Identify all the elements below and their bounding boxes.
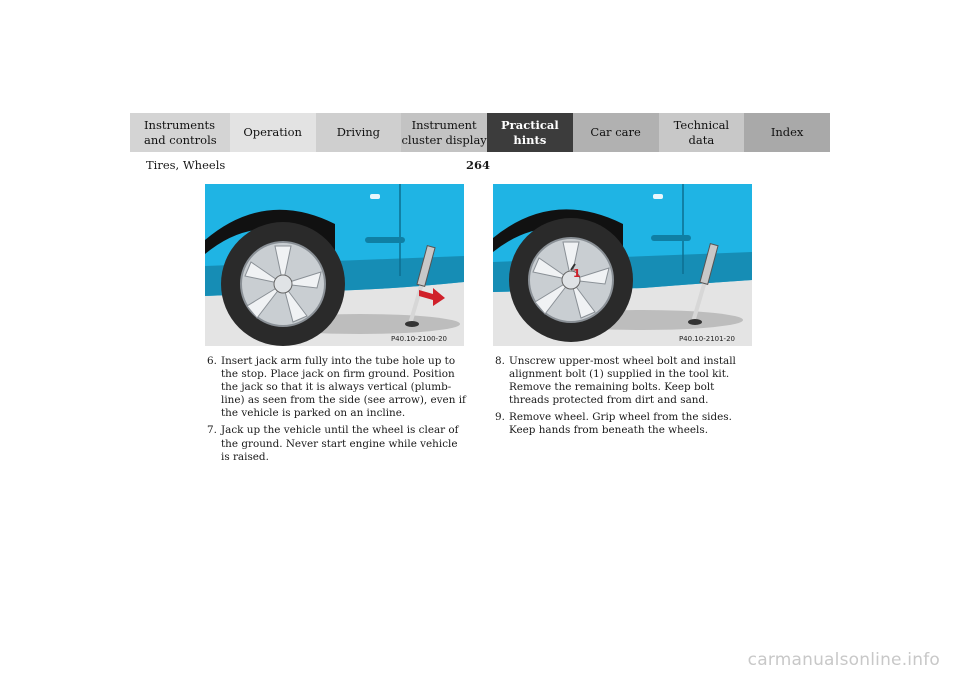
tab-instruments-and-controls[interactable]: Instruments and controls xyxy=(130,113,230,152)
step-6 xyxy=(207,355,469,420)
step-text: Unscrew upper-most wheel bolt and install alignment bolt (1) supplied in the tool kit. Remove the remaining bolts. Keep bolt threads protected from dirt and sand. xyxy=(509,355,736,407)
step-text: Remove wheel. Grip wheel from the sides. Keep hands from beneath the wheels. xyxy=(509,411,732,437)
step-8 xyxy=(495,355,757,407)
tab-operation[interactable]: Operation xyxy=(230,113,316,152)
step-number: 8. xyxy=(495,355,505,367)
right-column xyxy=(495,355,757,442)
tab-index[interactable]: Index xyxy=(744,113,830,152)
left-column xyxy=(207,355,469,468)
jack-placement-illustration xyxy=(205,184,464,346)
callout-1: 1 xyxy=(573,267,581,280)
step-text: Jack up the vehicle until the wheel is clear of the ground. Never start engine while vehicle is raised. xyxy=(221,424,459,463)
figure-label: P40.10-2100-20 xyxy=(390,335,447,343)
tab-technical-data[interactable]: Technical data xyxy=(659,113,745,152)
tab-car-care[interactable]: Car care xyxy=(573,113,659,152)
alignment-bolt-illustration xyxy=(493,184,752,346)
step-number: 7. xyxy=(207,424,217,437)
page-number: 264 xyxy=(466,158,491,172)
watermark: carmanualsonline.info xyxy=(747,650,940,670)
step-number: 6. xyxy=(207,355,217,367)
step-7 xyxy=(207,424,469,463)
tab-practical-hints[interactable]: Practical hints xyxy=(487,113,573,152)
step-number: 9. xyxy=(495,411,505,424)
section-tabs xyxy=(130,113,830,152)
figure-label: P40.10-2101-20 xyxy=(678,335,735,343)
step-9 xyxy=(495,411,757,437)
section-title: Tires, Wheels xyxy=(146,158,226,172)
step-text: Insert jack arm fully into the tube hole up to the stop. Place jack on firm ground. Position the jack so that it is always vertical (plumb-line) as seen from the side (see arrow), even if the vehicle is parked on an incline. xyxy=(221,355,466,420)
tab-driving[interactable]: Driving xyxy=(316,113,402,152)
tab-instrument-cluster-display[interactable]: Instrument cluster display xyxy=(401,113,487,152)
